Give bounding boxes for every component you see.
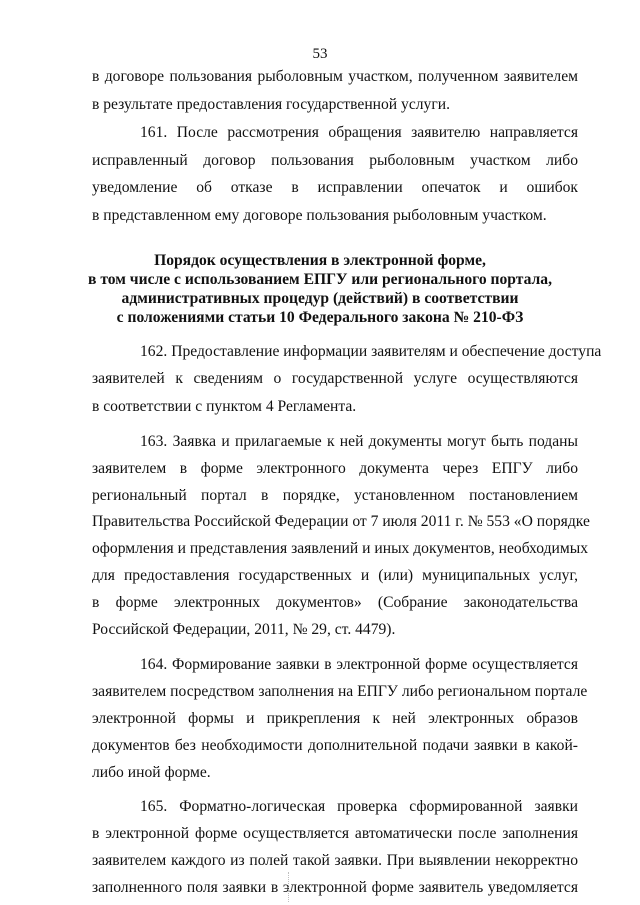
section-heading-line: Порядок осуществления в электронной форме, — [154, 252, 486, 269]
paragraph-line: 163. Заявка и прилагаемые к ней документы могут быть поданы — [140, 433, 578, 450]
paragraph-line: 165. Форматно-логическая проверка сформированной заявки — [140, 798, 578, 815]
paragraph-line: 162. Предоставление информации заявителям и обеспечение доступа — [140, 343, 602, 360]
section-heading-line: с положениями статьи 10 Федерального закона № 210-ФЗ — [116, 309, 524, 326]
page-number: 53 — [312, 46, 328, 62]
paragraph-line: заявителей к сведениям о государственной услуге осуществляются — [92, 370, 578, 387]
paragraph-line: для предоставления государственных и (или) муниципальных услуг, — [92, 567, 578, 584]
section-heading-line: административных процедур (действий) в соответствии — [121, 290, 519, 307]
paragraph-line: в форме электронных документов» (Собрание законодательства — [92, 594, 578, 611]
paragraph-line: в договоре пользования рыболовным участком, полученном заявителем — [92, 68, 578, 85]
paragraph-line: Правительства Российской Федерации от 7 июля 2011 г. № 553 «О порядке — [92, 513, 590, 530]
paragraph-line: 161. После рассмотрения обращения заявителю направляется — [140, 124, 578, 141]
paragraph-line: заполненного поля заявки в электронной форме заявитель уведомляется — [92, 879, 578, 896]
section-heading-line: в том числе с использованием ЕПГУ или регионального портала, — [88, 271, 552, 288]
paragraph-line: уведомление об отказе в исправлении опечаток и ошибок — [92, 179, 578, 196]
paragraph-line: исправленный договор пользования рыболовным участком либо — [92, 152, 578, 169]
paragraph-line: электронной формы и прикрепления к ней электронных образов — [92, 710, 578, 727]
paragraph-line: в электронной форме осуществляется автоматически после заполнения — [92, 825, 578, 842]
paragraph-line: Российской Федерации, 2011, № 29, ст. 4479). — [92, 621, 396, 638]
paragraph-line: документов без необходимости дополнительной подачи заявки в какой- — [92, 737, 578, 754]
paragraph-line: либо иной форме. — [92, 764, 211, 781]
paragraph-line: в соответствии с пунктом 4 Регламента. — [92, 398, 357, 415]
paragraph-line: 164. Формирование заявки в электронной форме осуществляется — [140, 656, 578, 673]
paragraph-line: в результате предоставления государственной услуги. — [92, 96, 450, 113]
paragraph-line: заявителем посредством заполнения на ЕПГУ либо региональном портале — [92, 683, 588, 700]
paragraph-line: заявителем в форме электронного документа через ЕПГУ либо — [92, 460, 578, 477]
scan-artifact-dots — [288, 872, 290, 902]
paragraph-line: оформления и представления заявлений и иных документов, необходимых — [92, 540, 588, 557]
paragraph-line: региональный портал в порядке, установленном постановлением — [92, 487, 578, 504]
paragraph-line: заявителем каждого из полей такой заявки. При выявлении некорректно — [92, 852, 578, 869]
paragraph-line: в представленном ему договоре пользования рыболовным участком. — [92, 207, 547, 224]
